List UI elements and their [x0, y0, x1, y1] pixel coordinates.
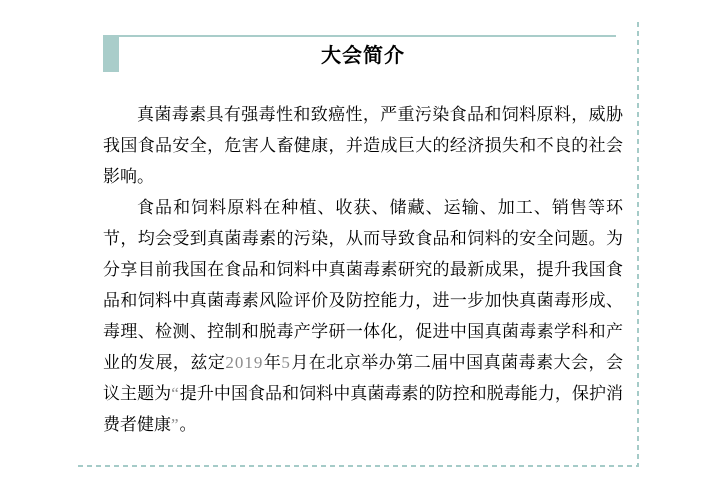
conference-year: 2019: [225, 353, 264, 372]
open-quote: “: [171, 384, 180, 403]
page-title: 大会简介: [321, 45, 405, 67]
conference-month: 5: [281, 353, 291, 372]
dashed-border-right: [637, 22, 639, 467]
paragraph-details-lead: 食品和饲料原料在种植、收获、储藏、运输、加工、销售等环节，均会受到真菌毒素的污染，从而导致食品和饲料的安全问题。为分享目前我国在食品和饲料中真菌毒素研究的最新成果，提升我国食品和饲料中真菌毒素风险评价及防控能力，进一步加快真菌毒形成、毒理、检测、控制和脱毒产学研一体化，促进中国真菌毒素学科和产业的发展，兹定: [103, 198, 623, 372]
conference-theme: 提升中国食品和饲料中真菌毒素的防控和脱毒能力，保护消费者健康: [103, 384, 624, 434]
accent-top-rule: [103, 35, 616, 37]
year-unit: 年: [263, 353, 282, 372]
close-quote: ”: [171, 415, 180, 434]
sentence-period: 。: [179, 415, 197, 434]
dashed-border-bottom: [78, 465, 639, 467]
paragraph-details-mid: 月在北京举办第二届中国真菌毒素大会，会议主题为: [103, 353, 624, 403]
paragraph-details: [103, 192, 623, 440]
document-body: [103, 99, 623, 440]
paragraph-overview: 真菌毒素具有强毒性和致癌性，严重污染食品和饲料原料，威胁我国食品安全，危害人畜健康，并造成巨大的经济损失和不良的社会影响。: [103, 105, 623, 186]
